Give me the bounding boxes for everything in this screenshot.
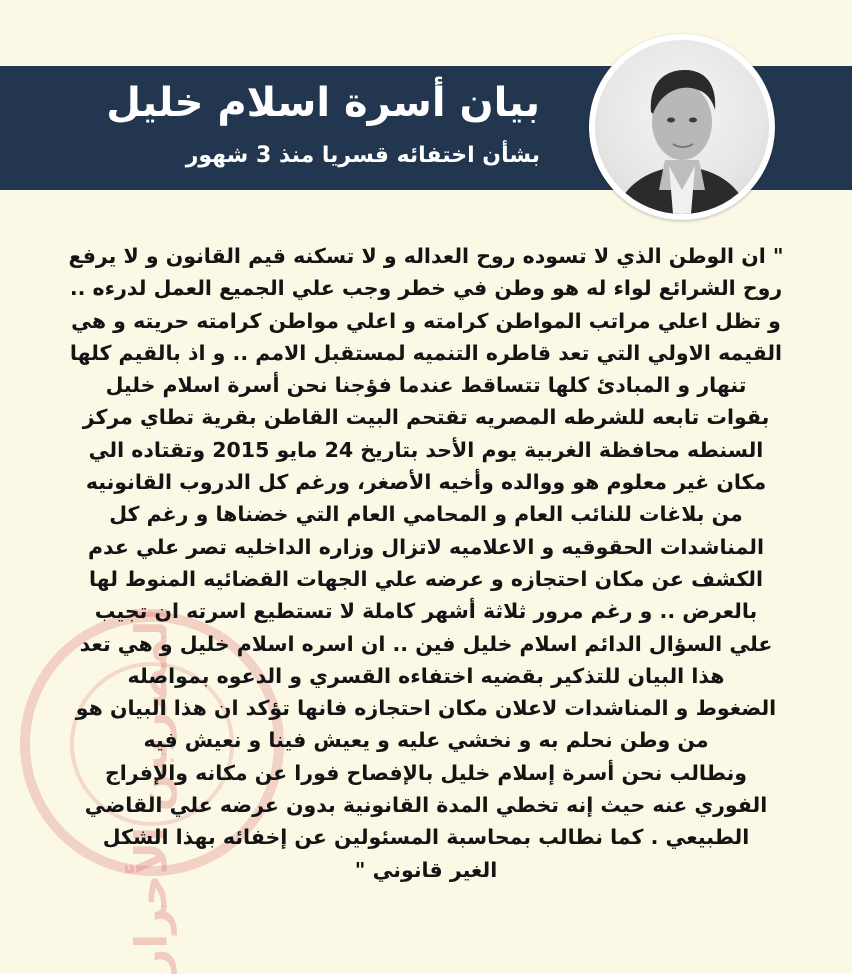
statement-line: الفوري عنه حيث إنه تخطي المدة القانونية بدون عرضه علي القاضي <box>84 793 768 818</box>
statement-line: " ان الوطن الذي لا تسوده روح العداله و لا تسكنه قيم القانون و لا يرفع <box>68 244 784 268</box>
statement-line: من وطن نحلم به و نخشي عليه و يعيش فينا و نعيش فيه <box>143 728 709 753</box>
statement-line: القيمه الاولي التي تعد قاطره التنميه لمستقبل الامم .. و اذ بالقيم كلها <box>69 340 783 365</box>
statement-line: هذا البيان للتذكير بقضيه اختفاءه القسري و الدعوه بمواصله <box>127 663 725 688</box>
statement-line: الضغوط و المناشدات لاعلان مكان احتجازه فانها تؤكد ان هذا البيان هو <box>75 696 777 721</box>
statement-line: مكان غير معلوم هو ووالده وأخيه الأصغر، ورغم كل الدروب القانونيه <box>85 470 767 495</box>
page-subtitle: بشأن اختفائه قسريا منذ 3 شهور <box>185 143 540 168</box>
person-portrait-icon <box>595 40 769 214</box>
page-title: بيان أسرة اسلام خليل <box>106 80 540 126</box>
profile-photo-frame <box>589 34 775 220</box>
statement-body <box>50 240 802 974</box>
profile-photo <box>595 40 769 214</box>
statement-line: بالعرض .. و رغم مرور ثلاثة أشهر كاملة لا تستطيع اسرته ان تجيب <box>94 599 758 624</box>
statement-line: الكشف عن مكان احتجازه و عرضه علي الجهات القضائيه المنوط لها <box>88 566 764 591</box>
watermark-stamp-text: المصريين الأحرار <box>126 605 178 974</box>
statement-line: تنهار و المبادئ كلها تتساقط عندما فؤجنا نحن أسرة اسلام خليل <box>105 373 747 398</box>
statement-line: علي السؤال الدائم اسلام خليل فين .. ان اسره اسلام خليل و هي تعد <box>79 631 773 656</box>
statement-line: المناشدات الحقوقيه و الاعلاميه لاتزال وزاره الداخليه تصر علي عدم <box>88 534 764 559</box>
statement-line: ونطالب نحن أسرة إسلام خليل بالإفصاح فورا عن مكانه والإفراج <box>104 760 748 785</box>
statement-line: السنطه محافظة الغربية يوم الأحد بتاريخ 24 مايو 2015 وتقتاده الي <box>88 437 764 462</box>
statement-line: من بلاغات للنائب العام و المحامي العام التي خضناها و رغم كل <box>109 502 743 527</box>
statement-line: و تظل اعلي مراتب المواطن كرامته و اعلي مواطن كرامته حريته و هي <box>71 308 781 333</box>
statement-line: الغير قانوني " <box>354 857 498 882</box>
statement-line: الطبيعي . كما نطالب بمحاسبة المسئولين عن إخفائه بهذا الشكل <box>102 825 750 850</box>
statement-line: بقوات تابعه للشرطه المصريه تقتحم البيت القاطن بقرية تطاي مركز <box>82 405 770 430</box>
statement-line: روح الشرائع لواء له هو وطن في خطر وجب علي الجميع العمل لدرءه .. <box>69 276 783 301</box>
